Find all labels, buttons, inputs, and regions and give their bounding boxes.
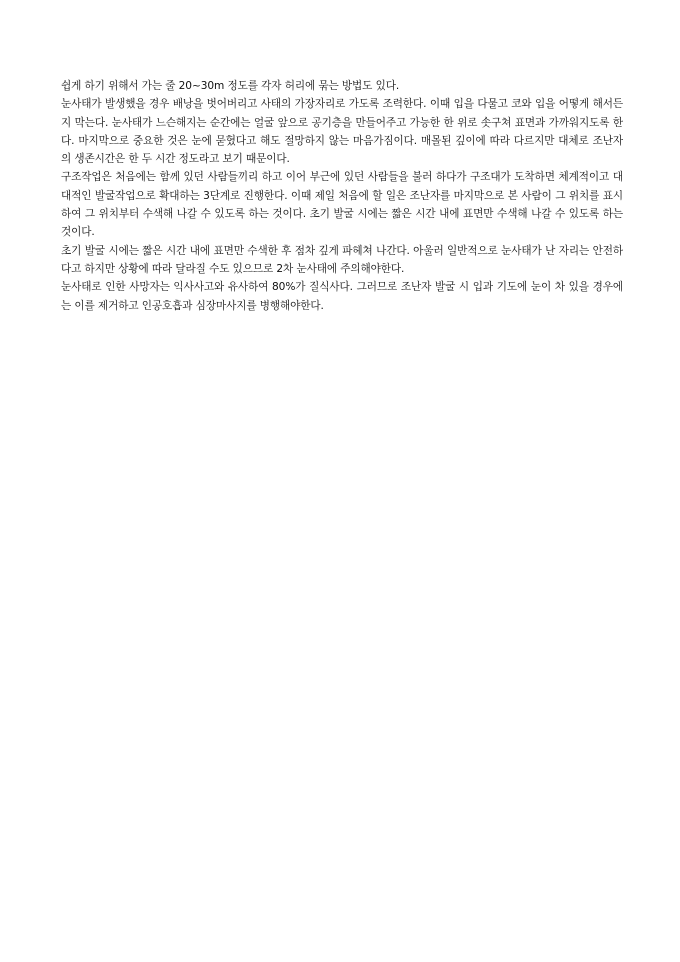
paragraph-rope-method: 쉽게 하기 위해서 가는 줄 20~30m 정도를 각자 허리에 묶는 방법도 있다. [61,80,400,92]
document-body [61,77,623,315]
paragraph-rescue-stages: 구조작업은 처음에는 함께 있던 사람들끼리 하고 이어 부근에 있던 사람들을 불러 하다가 구조대가 도착하면 체계적이고 대대적인 발굴작업으로 확대하는 3단계로 진행한다. 이때 제일 처음에 할 일은 조난자를 마지막으로 본 사람이 그 위치를 표시하여 그 위치부터 수색해 나갈 수 있도록 하는 것이다. 초기 발굴 시에는 짧은 시간 내에 표면만 수색해 나갈 수 있도록 하는 것이다. [61,171,623,239]
paragraph-initial-excavation: 초기 발굴 시에는 짧은 시간 내에 표면만 수색한 후 점차 깊게 파헤쳐 나간다. 아울러 일반적으로 눈사태가 난 자리는 안전하다고 하지만 상황에 따라 달라질 수도 있으므로 2차 눈사태에 주의해야한다. [61,244,623,275]
paragraph-suffocation: 눈사태로 인한 사망자는 익사사고와 유사하여 80%가 질식사다. 그러므로 조난자 발굴 시 입과 기도에 눈이 차 있을 경우에는 이를 제거하고 인공호흡과 심장마사지를 병행해야한다. [61,281,623,312]
paragraph-avalanche-response: 눈사태가 발생했을 경우 배낭을 벗어버리고 사태의 가장자리로 가도록 조력한다. 이때 입을 다물고 코와 입을 어떻게 해서든지 막는다. 눈사태가 느슨해지는 순간에는 얼굴 앞으로 공기층을 만들어주고 가능한 한 위로 솟구쳐 표면과 가까워지도록 한다. 마지막으로 중요한 것은 눈에 묻혔다고 해도 절망하지 않는 마음가짐이다. 매몰된 깊이에 따라 다르지만 대체로 조난자의 생존시간은 한 두 시간 정도라고 보기 때문이다. [61,98,623,166]
